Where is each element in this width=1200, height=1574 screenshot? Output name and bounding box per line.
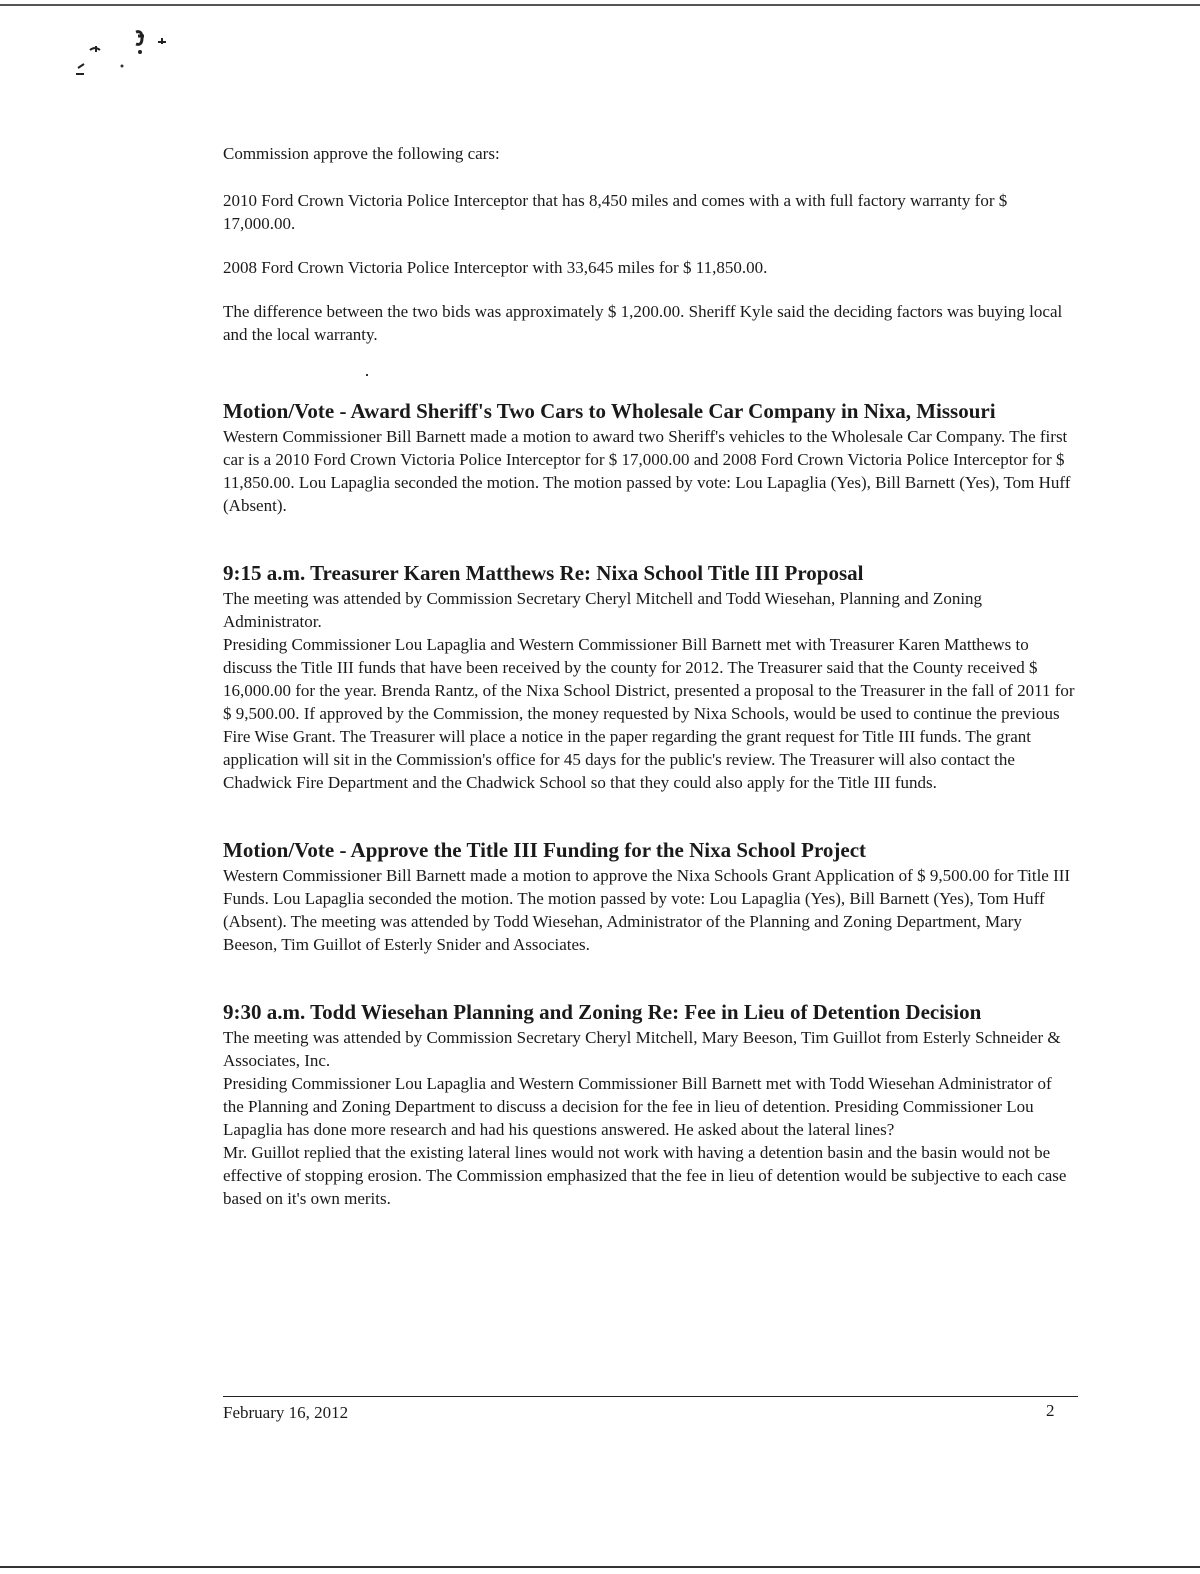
- planning-heading: 9:30 a.m. Todd Wiesehan Planning and Zoning Re: Fee in Lieu of Detention Decision: [223, 1000, 982, 1024]
- document-body: [223, 142, 1075, 1210]
- planning-attended: The meeting was attended by Commission Secretary Cheryl Mitchell, Mary Beeson, Tim Guillot from Esterly Schneider & Associates, Inc.: [223, 1028, 1061, 1070]
- scan-specks-graphic: [70, 18, 180, 88]
- footer-date: February 16, 2012: [223, 1403, 349, 1422]
- scan-edge-top: [0, 4, 1200, 6]
- motion-1-heading: Motion/Vote - Award Sheriff's Two Cars to Wholesale Car Company in Nixa, Missouri: [223, 399, 996, 423]
- treasurer-heading: 9:15 a.m. Treasurer Karen Matthews Re: Nixa School Title III Proposal: [223, 561, 864, 585]
- bid-difference-paragraph: The difference between the two bids was approximately $ 1,200.00. Sheriff Kyle said the deciding factors was buying local and the local warranty.: [223, 302, 1063, 344]
- treasurer-body: Presiding Commissioner Lou Lapaglia and Western Commissioner Bill Barnett met with Treasurer Karen Matthews to discuss the Title III funds that have been received by the county for 2012. The Treasurer said that the County received $ 16,000.00 for the year. Brenda Rantz, of the Nixa School District, presented a proposal to the Treasurer in the fall of 2011 for $ 9,500.00. If approved by the Commission, the money requested by Nixa Schools, would be used to continue the previous Fire Wise Grant. The Treasurer will place a notice in the paper regarding the grant request for Title III funds. The grant application will sit in the Commission's office for 45 days for the public's review. The Treasurer will also contact the Chadwick Fire Department and the Chadwick School so that they could also apply for the Title III funds.: [223, 635, 1075, 792]
- footer-rule: [223, 1396, 1078, 1397]
- intro-paragraph: Commission approve the following cars:: [223, 144, 500, 163]
- motion-2-body: Western Commissioner Bill Barnett made a motion to approve the Nixa Schools Grant Application of $ 9,500.00 for Title III Funds. Lou Lapaglia seconded the motion. The motion passed by vote: Lou Lapaglia (Yes), Bill Barnett (Yes), Tom Huff (Absent). The meeting was attended by Todd Wiesehan, Administrator of the Planning and Zoning Department, Mary Beeson, Tim Guillot of Esterly Snider and Associates.: [223, 866, 1071, 954]
- treasurer-attended: The meeting was attended by Commission Secretary Cheryl Mitchell and Todd Wiesehan, Planning and Zoning Administrator.: [223, 589, 983, 631]
- planning-body-1: Presiding Commissioner Lou Lapaglia and Western Commissioner Bill Barnett met with Todd Wiesehan Administrator of the Planning and Zoning Department to discuss a decision for the fee in lieu of detention. Presiding Commissioner Lou Lapaglia has done more research and had his questions answered. He asked about the lateral lines?: [223, 1074, 1052, 1139]
- car-2-paragraph: 2008 Ford Crown Victoria Police Interceptor with 33,645 miles for $ 11,850.00.: [223, 258, 768, 277]
- motion-1-body: Western Commissioner Bill Barnett made a motion to award two Sheriff's vehicles to the Wholesale Car Company. The first car is a 2010 Ford Crown Victoria Police Interceptor for $ 17,000.00 and 2008 Ford Crown Victoria Police Interceptor for $ 11,850.00. Lou Lapaglia seconded the motion. The motion passed by vote: Lou Lapaglia (Yes), Bill Barnett (Yes), Tom Huff (Absent).: [223, 427, 1071, 515]
- planning-body-2: Mr. Guillot replied that the existing lateral lines would not work with having a detention basin and the basin would not be effective of stopping erosion. The Commission emphasized that the fee in lieu of detention would be subjective to each case based on it's own merits.: [223, 1143, 1067, 1208]
- page-number: 2: [1046, 1401, 1055, 1420]
- motion-2-heading: Motion/Vote - Approve the Title III Funding for the Nixa School Project: [223, 838, 867, 862]
- car-1-paragraph: 2010 Ford Crown Victoria Police Interceptor that has 8,450 miles and comes with a with full factory warranty for $ 17,000.00.: [223, 191, 1008, 233]
- scan-edge-bottom: [0, 1566, 1200, 1568]
